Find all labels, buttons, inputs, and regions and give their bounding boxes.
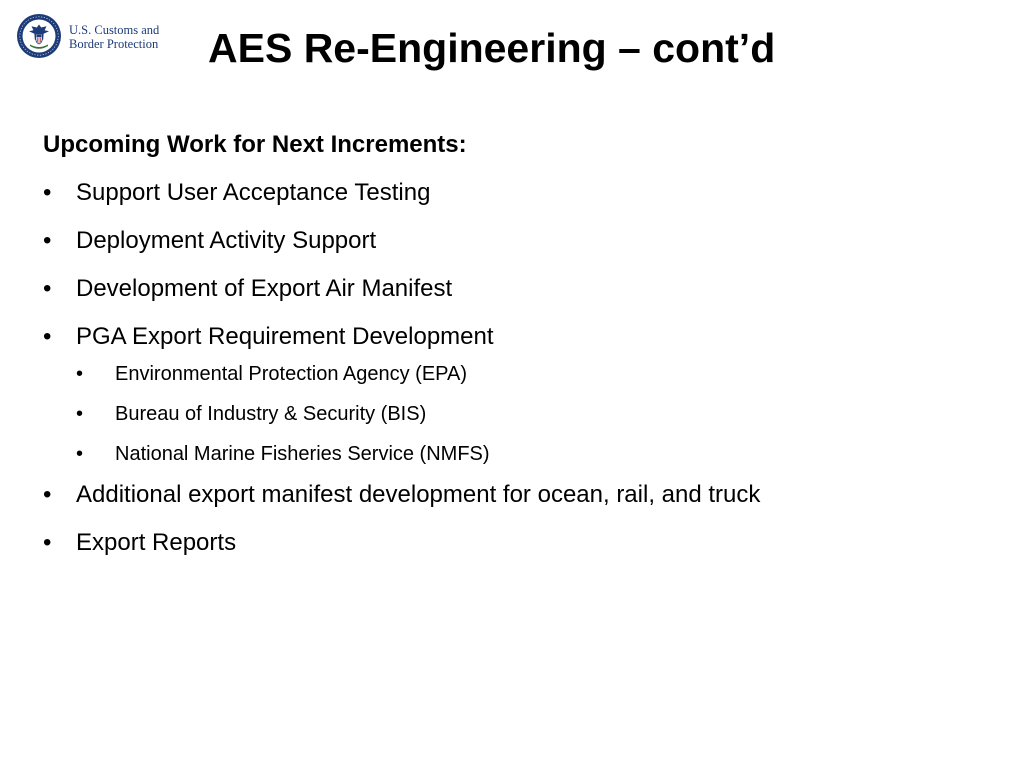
sub-bullet-item: [76, 440, 1003, 468]
sub-bullet-item: [76, 360, 1003, 388]
sub-bullet-text: Bureau of Industry & Security (BIS): [115, 403, 427, 425]
bullet-text: Deployment Activity Support: [76, 227, 377, 254]
sub-bullet-text: Environmental Protection Agency (EPA): [115, 363, 468, 385]
agency-name-line1: U.S. Customs and: [69, 23, 160, 37]
page-title: AES Re-Engineering – cont’d: [208, 25, 776, 71]
sub-bullet-text: National Marine Fisheries Service (NMFS): [115, 443, 490, 465]
bullet-text: PGA Export Requirement Development: [76, 323, 494, 350]
bullet-item: [43, 224, 1003, 258]
bullet-item: [43, 176, 1003, 210]
bullet-item: [43, 320, 1003, 468]
bullet-text: Development of Export Air Manifest: [76, 275, 453, 302]
agency-name: [69, 23, 159, 51]
slide-content: [43, 128, 1003, 574]
dhs-seal-icon: [16, 13, 62, 59]
sub-bullet-list: [76, 360, 1003, 468]
bullet-dot: •: [43, 323, 52, 350]
sub-bullet-dot: •: [76, 443, 84, 465]
sub-bullet-dot: •: [76, 363, 84, 385]
section-heading: Upcoming Work for Next Increments:: [43, 131, 467, 158]
bullet-item: [43, 272, 1003, 306]
bullet-text: Export Reports: [76, 529, 237, 556]
agency-name-line2: Border Protection: [69, 37, 159, 51]
bullet-text: Support User Acceptance Testing: [76, 179, 431, 206]
cbp-logo: [16, 13, 176, 63]
bullet-list: [43, 176, 1003, 560]
bullet-item: [43, 526, 1003, 560]
sub-bullet-dot: •: [76, 403, 84, 425]
sub-bullet-item: [76, 400, 1003, 428]
bullet-dot: •: [43, 179, 52, 206]
bullet-dot: •: [43, 481, 52, 508]
bullet-text: Additional export manifest development for ocean, rail, and truck: [76, 481, 761, 508]
bullet-dot: •: [43, 275, 52, 302]
bullet-dot: •: [43, 227, 52, 254]
bullet-item: [43, 478, 1003, 512]
bullet-dot: •: [43, 529, 52, 556]
